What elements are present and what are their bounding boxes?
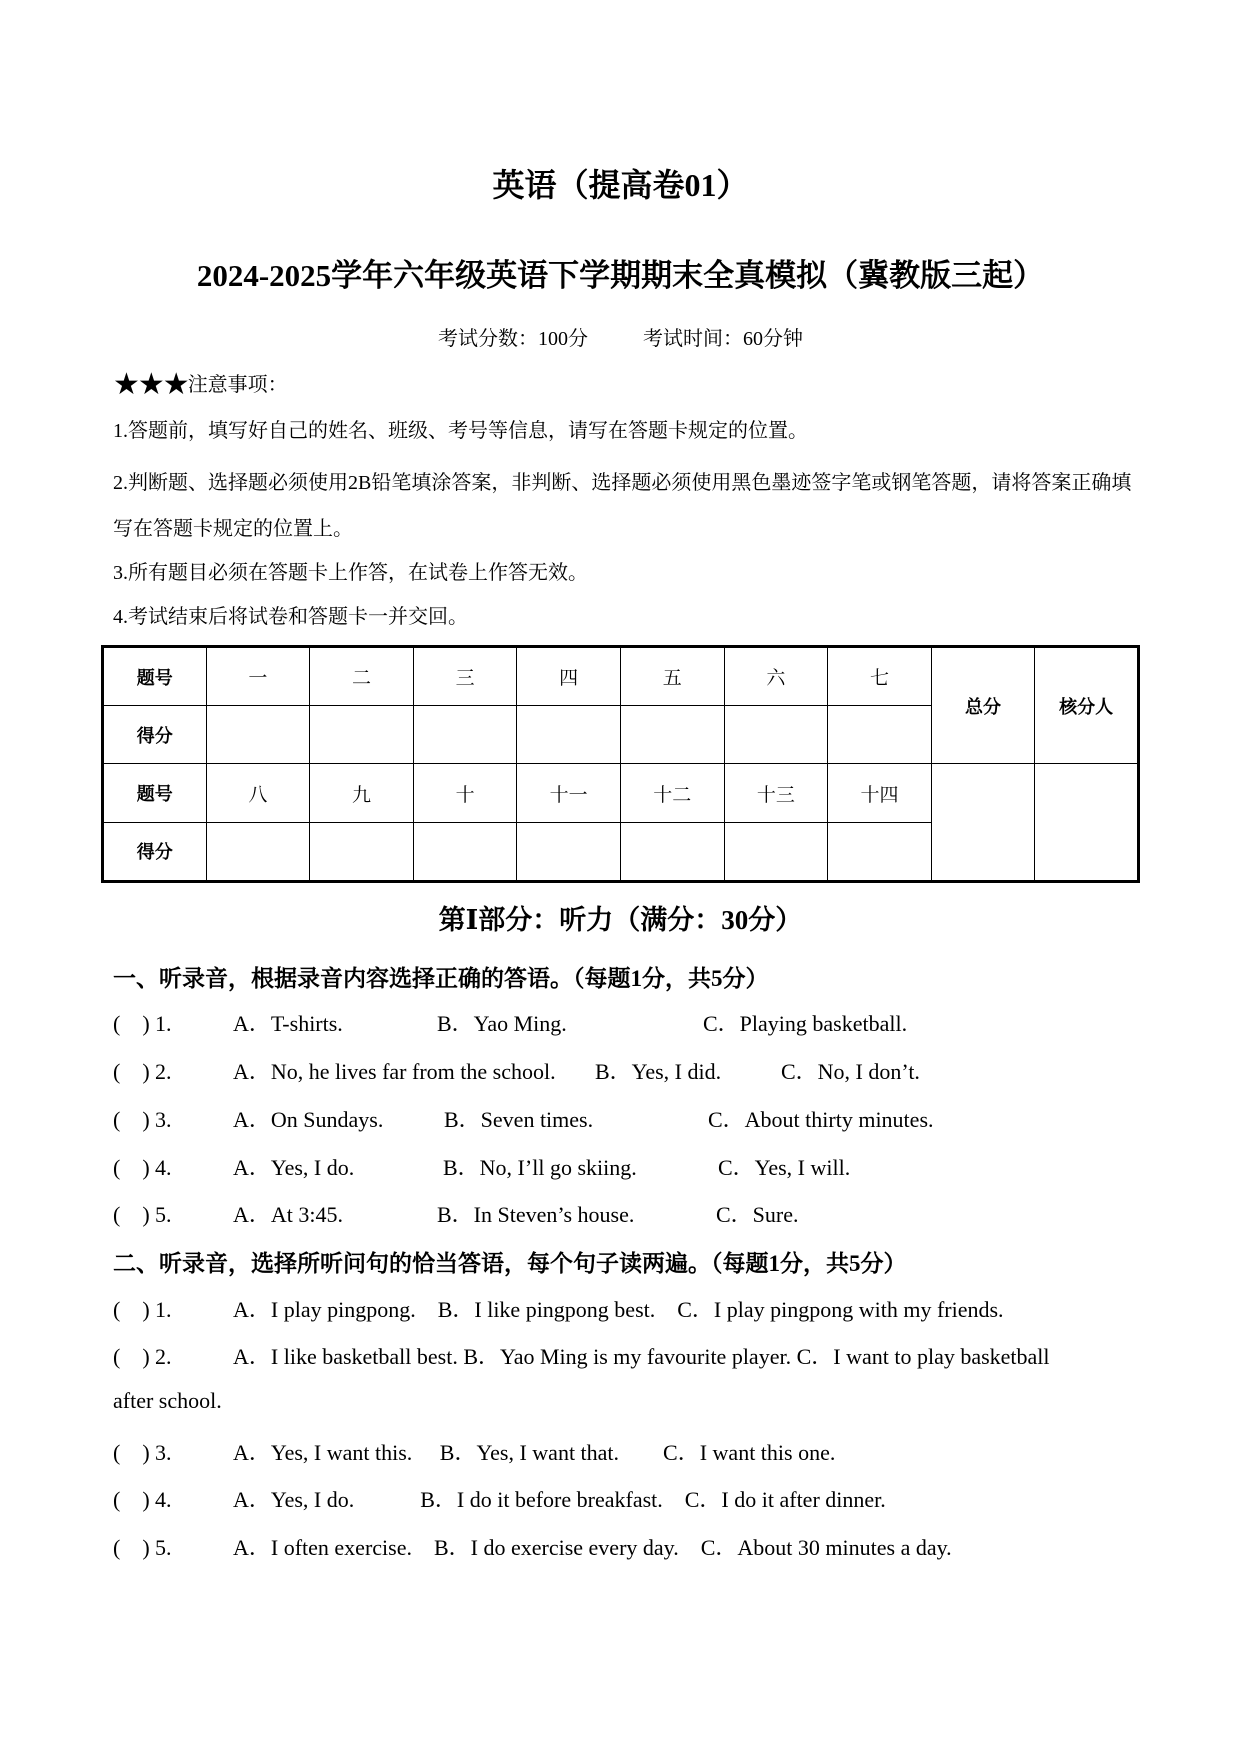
checker-cell [1035, 764, 1139, 882]
cell-header: 十 [413, 764, 517, 822]
notes-heading-row [113, 370, 1133, 406]
option-b: B．In Steven’s house. [437, 1202, 635, 1227]
answer-blank: ( ) [113, 1487, 150, 1512]
cell-header: 二 [310, 647, 414, 706]
question-number: 1. [155, 1297, 172, 1322]
cell-total: 总分 [931, 647, 1035, 764]
section-title: 一、听录音，根据录音内容选择正确的答语。（每题1分，共5分） [113, 966, 769, 991]
star-icon: ★★★ [113, 368, 188, 401]
question-item [113, 1007, 908, 1038]
answer-blank: ( ) [113, 1344, 150, 1369]
option-c: C．Yes, I will. [718, 1155, 851, 1180]
score-cell [828, 822, 932, 881]
answer-blank: ( ) [113, 1440, 150, 1465]
exam-time: 考试时间：60分钟 [643, 328, 803, 350]
total-score-cell [931, 764, 1035, 882]
option-a: A．On Sundays. [233, 1107, 384, 1132]
option-c: C．Sure. [716, 1202, 799, 1227]
option-c: C．No, I don’t. [781, 1059, 920, 1084]
question-item [113, 1198, 799, 1229]
option-a: A．Yes, I do. [233, 1155, 355, 1180]
question-number: 1. [155, 1011, 172, 1036]
cell-header: 三 [413, 647, 517, 706]
score-cell [724, 706, 828, 764]
question-options: A．Yes, I want this. B．Yes, I want that. C．I want this one. [233, 1440, 836, 1465]
question-number: 5. [155, 1202, 172, 1227]
question-continuation: after school. [113, 1388, 222, 1413]
score-cell [413, 706, 517, 764]
score-cell [620, 822, 724, 881]
answer-blank: ( ) [113, 1011, 150, 1036]
notes-block [113, 370, 1133, 632]
note-item: 2.判断题、选择题必须使用2B铅笔填涂答案，非判断、选择题必须使用黑色墨迹签字笔或钢笔答题，请将答案正确填写在答题卡规定的位置上。 [113, 472, 1132, 540]
question-number: 4. [155, 1487, 172, 1512]
answer-blank: ( ) [113, 1535, 150, 1560]
score-cell [828, 706, 932, 764]
question-number: 5. [155, 1535, 172, 1560]
option-b: B．Yes, I did. [595, 1059, 722, 1084]
cell-header: 十一 [517, 764, 621, 822]
question-item [113, 1436, 836, 1467]
question-number: 3. [155, 1107, 172, 1132]
note-item: 3.所有题目必须在答题卡上作答，在试卷上作答无效。 [113, 562, 588, 584]
score-cell [620, 706, 724, 764]
score-cell [310, 822, 414, 881]
question-options: A．I often exercise. B．I do exercise every day. C．About 30 minutes a day. [233, 1535, 952, 1560]
note-item: 1.答题前，填写好自己的姓名、班级、考号等信息，请写在答题卡规定的位置。 [113, 420, 808, 442]
option-b: B．No, I’ll go skiing. [443, 1155, 637, 1180]
cell-header: 十二 [620, 764, 724, 822]
option-a: A．No, he lives far from the school. [233, 1059, 556, 1084]
answer-blank: ( ) [113, 1155, 150, 1180]
score-table [101, 645, 1140, 883]
score-cell [206, 706, 310, 764]
answer-blank: ( ) [113, 1202, 150, 1227]
question-item [113, 1151, 851, 1182]
option-a: A．T-shirts. [233, 1011, 343, 1036]
note-item: 4.考试结束后将试卷和答题卡一并交回。 [113, 606, 468, 628]
paper-title: 英语（提高卷01） [492, 167, 749, 203]
answer-blank: ( ) [113, 1059, 150, 1084]
cell-header: 十四 [828, 764, 932, 822]
cell-header: 七 [828, 647, 932, 706]
question-number: 2. [155, 1344, 172, 1369]
notes-heading: 注意事项： [187, 374, 288, 396]
question-options: A．I like basketball best. B．Yao Ming is my favourite player. C．I want to play basketball [233, 1344, 1050, 1369]
question-item [113, 1340, 1050, 1371]
score-cell [206, 822, 310, 881]
score-cell [413, 822, 517, 881]
question-item [113, 1055, 920, 1086]
option-c: C．About thirty minutes. [708, 1107, 934, 1132]
cell-label-num: 题号 [103, 647, 207, 706]
question-number: 2. [155, 1059, 172, 1084]
score-cell [310, 706, 414, 764]
question-item [113, 1293, 1004, 1324]
cell-header: 九 [310, 764, 414, 822]
score-cell [517, 822, 621, 881]
paper-subtitle: 2024-2025学年六年级英语下学期期末全真模拟（冀教版三起） [196, 258, 1045, 293]
cell-header: 六 [724, 647, 828, 706]
cell-header: 八 [206, 764, 310, 822]
cell-label-score: 得分 [103, 706, 207, 764]
cell-header: 一 [206, 647, 310, 706]
answer-blank: ( ) [113, 1107, 150, 1132]
section-title: 二、听录音，选择所听问句的恰当答语，每个句子读两遍。（每题1分，共5分） [113, 1251, 907, 1276]
cell-label-score: 得分 [103, 822, 207, 881]
exam-info [0, 322, 1241, 351]
cell-header: 十三 [724, 764, 828, 822]
option-a: A．At 3:45. [233, 1202, 344, 1227]
question-item [113, 1531, 952, 1562]
cell-label-num: 题号 [103, 764, 207, 822]
question-item [113, 1483, 886, 1514]
score-cell [517, 706, 621, 764]
option-b: B．Seven times. [444, 1107, 594, 1132]
question-number: 3. [155, 1440, 172, 1465]
cell-header: 四 [517, 647, 621, 706]
question-options: A．Yes, I do. B．I do it before breakfast. C．I do it after dinner. [233, 1487, 886, 1512]
option-c: C．Playing basketball. [703, 1011, 908, 1036]
cell-header: 五 [620, 647, 724, 706]
question-item [113, 1103, 934, 1134]
cell-checker: 核分人 [1035, 647, 1139, 764]
question-options: A．I play pingpong. B．I like pingpong best. C．I play pingpong with my friends. [233, 1297, 1004, 1322]
score-cell [724, 822, 828, 881]
exam-score: 考试分数：100分 [438, 328, 588, 350]
answer-blank: ( ) [113, 1297, 150, 1322]
part-title: 第Ⅰ部分：听力（满分：30分） [438, 905, 803, 935]
option-b: B．Yao Ming. [437, 1011, 567, 1036]
question-number: 4. [155, 1155, 172, 1180]
